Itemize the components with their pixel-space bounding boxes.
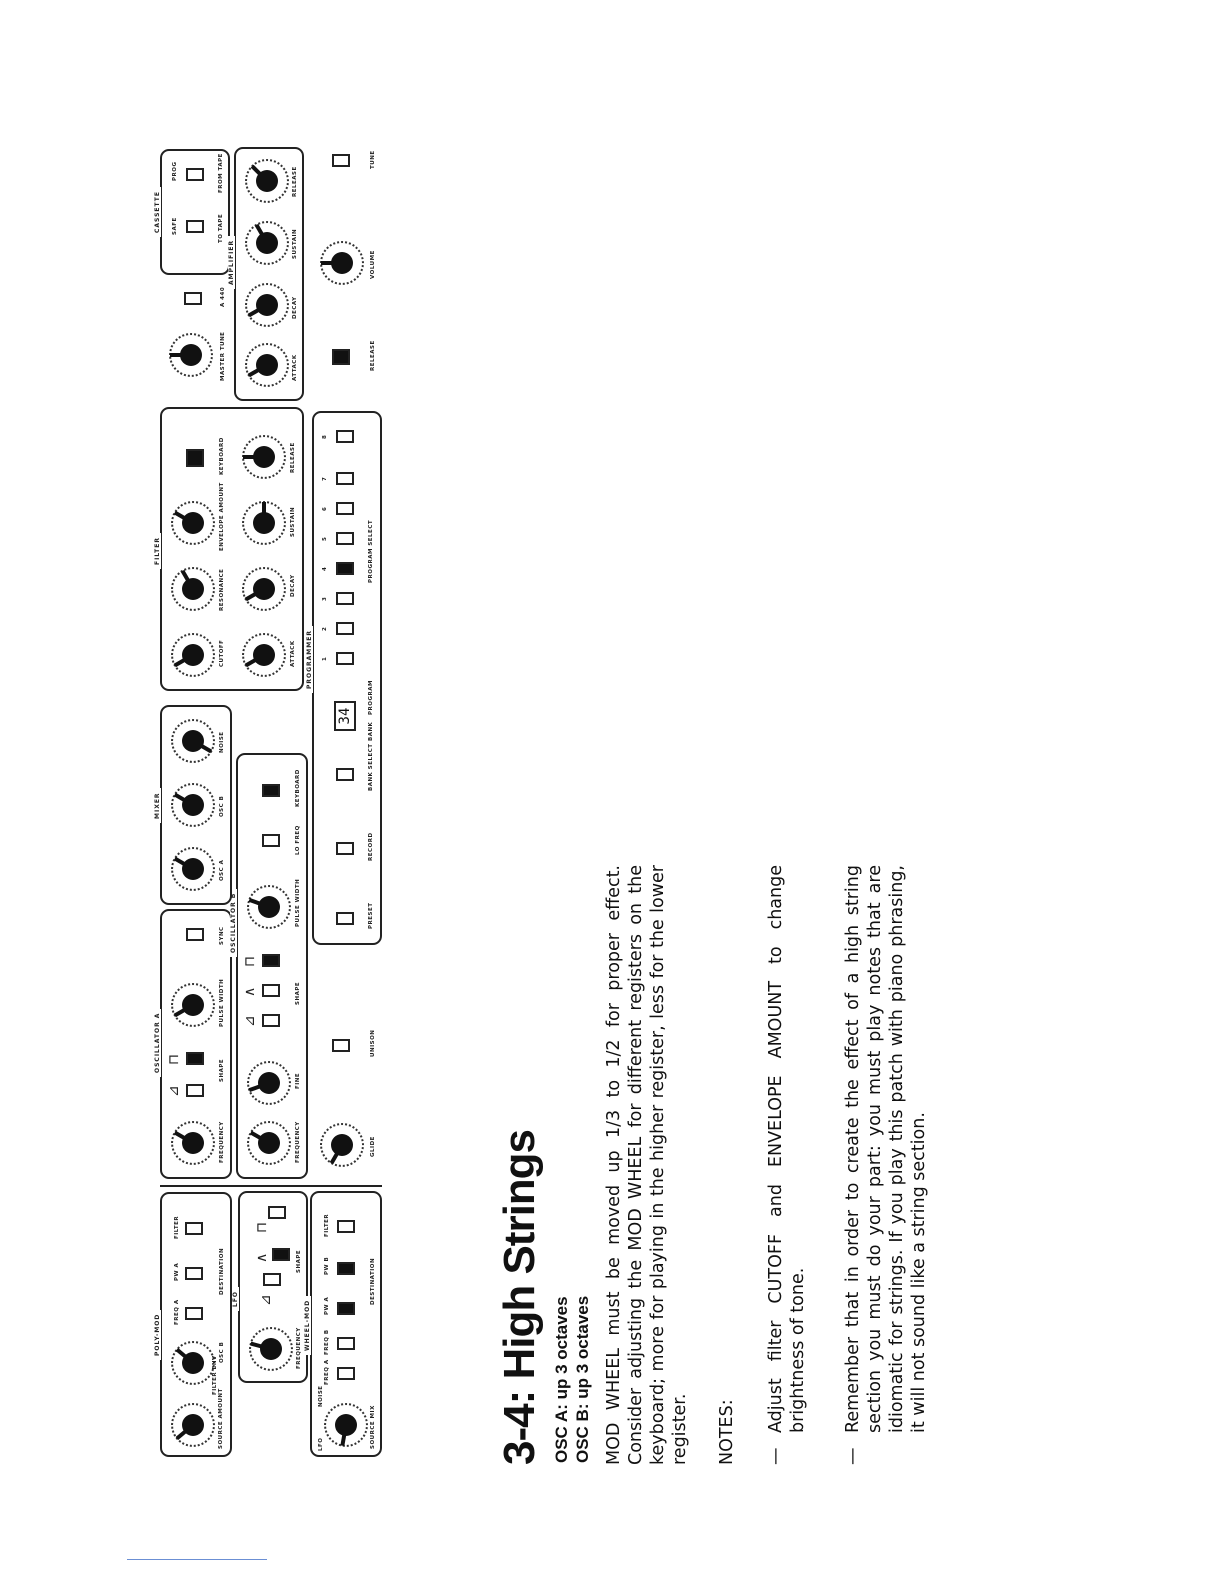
cassette-section	[154, 149, 230, 275]
poly-mod-destination-label: DESTINATION	[219, 1247, 225, 1295]
filter-sustain-label: SUSTAIN	[290, 506, 296, 537]
filter-cutoff-knob[interactable]	[171, 633, 215, 677]
program-number-2: 2	[322, 626, 328, 631]
osc-b-tri-button[interactable]	[262, 984, 280, 997]
wheel-freq-a-button[interactable]	[337, 1367, 355, 1380]
osc-b-pulse-width-knob[interactable]	[247, 885, 291, 929]
cassette-prog-label: PROG	[172, 161, 178, 181]
wheel-pw-a-button[interactable]	[337, 1302, 355, 1315]
amp-release-knob[interactable]	[245, 159, 289, 203]
poly-mod-section	[154, 1192, 232, 1457]
poly-mod-pw-a-label: PW A	[174, 1262, 180, 1281]
wheel-pw-b-label: PW B	[324, 1256, 330, 1275]
program-label: PROGRAM	[368, 680, 374, 715]
programmer-title: PROGRAMMER	[306, 626, 313, 693]
release-button[interactable]	[332, 349, 350, 365]
lfo-tri-button[interactable]	[272, 1248, 290, 1261]
osc-b-lo-freq-button[interactable]	[262, 834, 280, 847]
program-select-4[interactable]	[336, 562, 354, 575]
mixer-osc-a-label: OSC A	[219, 859, 225, 881]
glide-knob[interactable]	[320, 1123, 364, 1167]
osc-b-amount-knob[interactable]	[171, 1341, 215, 1385]
osc-a-saw-button[interactable]	[186, 1084, 204, 1097]
poly-mod-freq-a-label: FREQ A	[174, 1299, 180, 1325]
osc-a-pw-label: PULSE WIDTH	[219, 978, 225, 1027]
wheel-noise-label: NOISE	[318, 1385, 324, 1407]
filter-env-amount-knob[interactable]	[171, 501, 215, 545]
note-item	[765, 865, 809, 1465]
osc-b-square-icon: ⊓	[242, 956, 258, 967]
amp-attack-label: ATTACK	[292, 354, 298, 381]
filter-env-amount-label: ENVELOPE AMOUNT	[219, 482, 225, 551]
mixer-title: MIXER	[154, 788, 161, 823]
note-text: Remember that in order to create the effect of a high string section you must do your part: you must play notes that are idiomatic for strings. If you play this patch with piano phrasing, it will not sound like a string section.	[843, 865, 929, 1433]
oscillator-a-section	[154, 909, 232, 1179]
a440-label: A 440	[220, 286, 226, 307]
program-number-6: 6	[322, 506, 328, 511]
program-number-4: 4	[322, 566, 328, 571]
amp-sustain-label: SUSTAIN	[292, 228, 298, 259]
wheel-lfo-label: LFO	[318, 1437, 324, 1451]
osc-b-fine-knob[interactable]	[247, 1061, 291, 1105]
note-dash: —	[843, 1447, 863, 1465]
sawtooth-wave-icon: ⊿	[258, 1294, 274, 1306]
filter-attack-knob[interactable]	[242, 633, 286, 677]
filter-sustain-knob[interactable]	[242, 501, 286, 545]
lfo-frequency-knob[interactable]	[249, 1327, 293, 1371]
glide-label: GLIDE	[370, 1136, 376, 1157]
mod-wheel-paragraph: MOD WHEEL must be moved up 1/3 to 1/2 for proper effect. Consider adjusting the MOD WHEEL for different registers on the keyboard; more for playing in the higher register, less for the lower register.	[604, 865, 690, 1465]
filter-title: FILTER	[154, 533, 161, 569]
amp-attack-knob[interactable]	[245, 343, 289, 387]
program-select-6[interactable]	[336, 502, 354, 515]
synth-panel-diagram	[154, 147, 390, 1457]
osc-b-title: OSCILLATOR B	[230, 889, 237, 957]
osc-a-shape-label: SHAPE	[219, 1058, 225, 1082]
filter-attack-label: ATTACK	[290, 640, 296, 667]
filter-env-knob[interactable]	[171, 1403, 215, 1447]
mixer-osc-b-label: OSC B	[219, 795, 225, 817]
pw-a-button[interactable]	[185, 1267, 203, 1280]
poly-mod-filter-label: FILTER	[174, 1215, 180, 1239]
program-number-7: 7	[322, 476, 328, 481]
tune-button[interactable]	[332, 154, 350, 167]
lfo-section	[232, 1191, 308, 1383]
program-select-5[interactable]	[336, 532, 354, 545]
page-underline	[127, 1559, 267, 1560]
amp-sustain-knob[interactable]	[245, 221, 289, 265]
note-text: Adjust filter CUTOFF and ENVELOPE AMOUNT to change brightness of tone.	[766, 865, 808, 1433]
osc-a-title: OSCILLATOR A	[154, 1009, 161, 1077]
program-number-3: 3	[322, 596, 328, 601]
osc-b-fine-label: FINE	[295, 1072, 301, 1089]
mixer-noise-label: NOISE	[219, 731, 225, 753]
release-label: RELEASE	[370, 340, 376, 371]
unison-button[interactable]	[332, 1039, 350, 1052]
cassette-title: CASSETTE	[154, 187, 161, 237]
osc-a-square-button[interactable]	[186, 1052, 204, 1065]
filter-release-knob[interactable]	[242, 435, 286, 479]
wheel-mod-section	[304, 1191, 382, 1457]
master-tune-knob[interactable]	[169, 333, 213, 377]
osc-b-pw-label: PULSE WIDTH	[295, 878, 301, 927]
notes-heading: NOTES:	[717, 1399, 737, 1465]
a440-button[interactable]	[184, 292, 202, 305]
osc-a-frequency-label: FREQUENCY	[219, 1121, 225, 1163]
wheel-freq-a-label: FREQ A	[324, 1359, 330, 1385]
master-tune-label: MASTER TUNE	[220, 331, 226, 381]
filter-resonance-knob[interactable]	[171, 567, 215, 611]
amp-release-label: RELEASE	[292, 166, 298, 197]
bank-select-label: BANK SELECT	[368, 743, 374, 791]
tune-label: TUNE	[370, 150, 376, 169]
preset-label: PRESET	[368, 902, 374, 929]
wheel-freq-b-button[interactable]	[337, 1337, 355, 1350]
program-select-3[interactable]	[336, 592, 354, 605]
osc-b-tri-icon: ∧	[242, 986, 258, 997]
mixer-osc-b-knob[interactable]	[171, 783, 215, 827]
wheel-source-mix-label: SOURCE MIX	[370, 1405, 376, 1449]
unison-label: UNISON	[370, 1029, 376, 1057]
osc-a-setting: OSC A: up 3 octaves	[552, 1296, 571, 1463]
program-select-label: PROGRAM SELECT	[368, 519, 374, 583]
wheel-destination-label: DESTINATION	[370, 1257, 376, 1305]
osc-b-frequency-knob[interactable]	[247, 1121, 291, 1165]
osc-a-square-icon: ⊓	[166, 1054, 182, 1065]
osc-a-pulse-width-knob[interactable]	[171, 983, 215, 1027]
filter-decay-label: DECAY	[290, 574, 296, 597]
bank-select-button[interactable]	[336, 768, 354, 781]
program-select-1[interactable]	[336, 652, 354, 665]
wheel-freq-b-label: FREQ B	[324, 1329, 330, 1355]
lfo-frequency-label: FREQUENCY	[296, 1327, 302, 1369]
program-display: 34	[334, 701, 356, 731]
program-number-5: 5	[322, 536, 328, 541]
amp-decay-label: DECAY	[292, 296, 298, 319]
cassette-safe-label: SAFE	[172, 217, 178, 235]
osc-b-saw-icon: ⊿	[242, 1015, 258, 1027]
osc-a-saw-icon: ⊿	[166, 1085, 182, 1097]
filter-cutoff-label: CUTOFF	[219, 639, 225, 667]
osc-b-saw-button[interactable]	[262, 1014, 280, 1027]
volume-label: VOLUME	[370, 250, 376, 279]
wheel-mod-title: WHEEL-MOD	[304, 1296, 311, 1355]
programmer-section	[306, 411, 382, 945]
cassette-to-tape-label: TO TAPE	[218, 213, 224, 243]
osc-a-sync-label: SYNC	[219, 926, 225, 945]
lfo-title: LFO	[232, 1287, 239, 1311]
wheel-pw-b-button[interactable]	[337, 1262, 355, 1275]
osc-a-sync-button[interactable]	[186, 928, 204, 941]
program-select-8[interactable]	[336, 430, 354, 443]
osc-b-keyboard-button[interactable]	[262, 784, 280, 797]
amp-decay-knob[interactable]	[245, 283, 289, 327]
filter-release-label: RELEASE	[290, 442, 296, 473]
amplifier-section	[228, 147, 304, 401]
wheel-filter-label: FILTER	[324, 1213, 330, 1237]
cassette-from-tape-label: FROM TAPE	[218, 153, 224, 193]
bank-label: BANK	[368, 721, 374, 741]
square-wave-icon: ⊓	[254, 1222, 270, 1233]
record-button[interactable]	[336, 842, 354, 855]
program-number-1: 1	[322, 656, 328, 661]
wheel-filter-button[interactable]	[337, 1220, 355, 1233]
freq-a-button[interactable]	[185, 1307, 203, 1320]
lfo-shape-label: SHAPE	[296, 1249, 302, 1273]
program-number-8: 8	[322, 434, 328, 439]
osc-settings	[551, 1296, 593, 1463]
filter-decay-knob[interactable]	[242, 567, 286, 611]
cassette-safe-button[interactable]	[186, 220, 204, 233]
mixer-osc-a-knob[interactable]	[171, 847, 215, 891]
panel-divider	[160, 1185, 382, 1187]
poly-mod-title: POLY-MOD	[154, 1310, 161, 1360]
osc-b-frequency-label: FREQUENCY	[295, 1121, 301, 1163]
note-item	[842, 865, 930, 1465]
note-dash: —	[766, 1447, 786, 1465]
poly-mod-source-label: SOURCE AMOUNT	[218, 1388, 224, 1449]
record-label: RECORD	[368, 832, 374, 861]
wheel-pw-a-label: PW A	[324, 1296, 330, 1315]
mixer-section	[154, 705, 232, 905]
cassette-prog-button[interactable]	[186, 168, 204, 181]
volume-knob[interactable]	[320, 241, 364, 285]
lfo-square-button[interactable]	[268, 1206, 286, 1219]
oscillator-b-section	[230, 753, 308, 1179]
patch-title: 3-4: High Strings	[495, 1129, 544, 1465]
poly-mod-osc-b-label: OSC B	[219, 1341, 225, 1363]
patch-text-block	[495, 215, 935, 1465]
filter-keyboard-button[interactable]	[186, 449, 204, 467]
filter-resonance-label: RESONANCE	[219, 568, 225, 611]
program-select-7[interactable]	[336, 472, 354, 485]
filter-dest-button[interactable]	[185, 1222, 203, 1235]
lfo-saw-button[interactable]	[263, 1273, 281, 1286]
osc-a-frequency-knob[interactable]	[171, 1121, 215, 1165]
osc-b-square-button[interactable]	[262, 954, 280, 967]
filter-keyboard-label: KEYBOARD	[219, 437, 225, 475]
osc-b-shape-label: SHAPE	[295, 981, 301, 1005]
osc-b-setting: OSC B: up 3 octaves	[573, 1295, 592, 1463]
triangle-wave-icon: ∧	[254, 1252, 270, 1263]
preset-button[interactable]	[336, 912, 354, 925]
osc-b-keyboard-label: KEYBOARD	[295, 769, 301, 807]
filter-section	[154, 407, 304, 691]
poly-mod-filter-env-label: FILTER ENV	[212, 1355, 218, 1395]
mixer-noise-knob[interactable]	[171, 719, 215, 763]
osc-b-lo-freq-label: LO FREQ	[295, 825, 301, 855]
wheel-source-mix-knob[interactable]	[324, 1403, 368, 1447]
program-select-2[interactable]	[336, 622, 354, 635]
amplifier-title: AMPLIFIER	[228, 236, 235, 289]
